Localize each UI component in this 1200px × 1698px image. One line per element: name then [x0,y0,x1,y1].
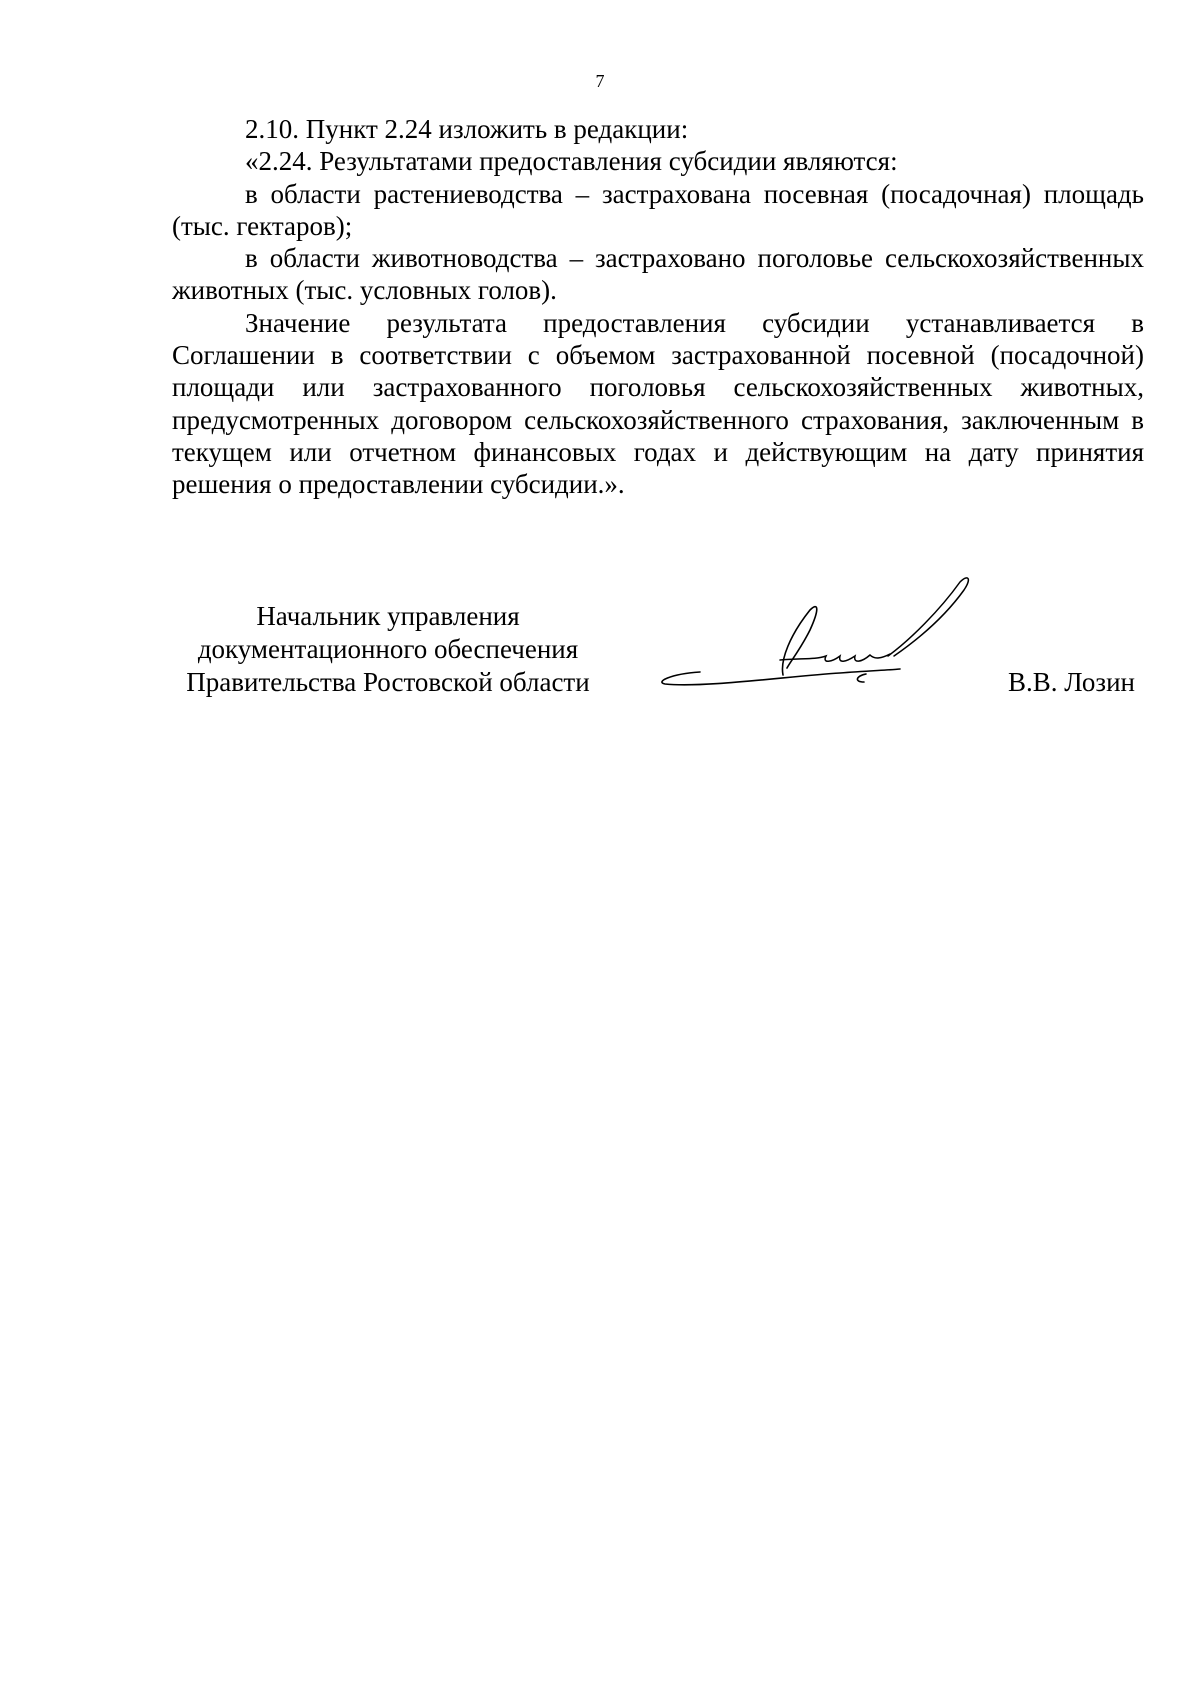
signer-position-line-2: документационного обеспечения [197,634,579,664]
paragraph-amendment-heading: 2.10. Пункт 2.24 изложить в редакции: [245,114,689,144]
paragraph-result-value: Значение результата предоставления субсидии устанавливается в Соглашении в соответствии с объемом застрахованной посевной (посадочной) площади или застрахованного поголовья сельскохозяйственных животных, предусмотренных договором сельскохозяйственного страхования, заключенным в текущем или отчетном финансовых годах и действующим на дату принятия решения о предоставлении субсидии.». [172,307,1144,500]
handwritten-signature-icon [650,570,980,720]
paragraph-crop-production: в области растениеводства – застрахована посевная (посадочная) площадь (тыс. гектаров); [172,178,1144,241]
signer-position-line-3: Правительства Ростовской области [186,667,590,697]
signer-name: В.В. Лозин [1008,667,1135,697]
signer-position-line-1: Начальник управления [256,601,520,631]
page-number: 7 [595,71,605,91]
document-body [172,113,1144,501]
signature-block [0,600,1200,730]
paragraph-results-intro: «2.24. Результатами предоставления субсидии являются: [245,146,898,177]
paragraph-livestock: в области животноводства – застраховано поголовье сельскохозяйственных животных (тыс. условных голов). [172,243,1144,306]
signer-position [168,600,608,699]
